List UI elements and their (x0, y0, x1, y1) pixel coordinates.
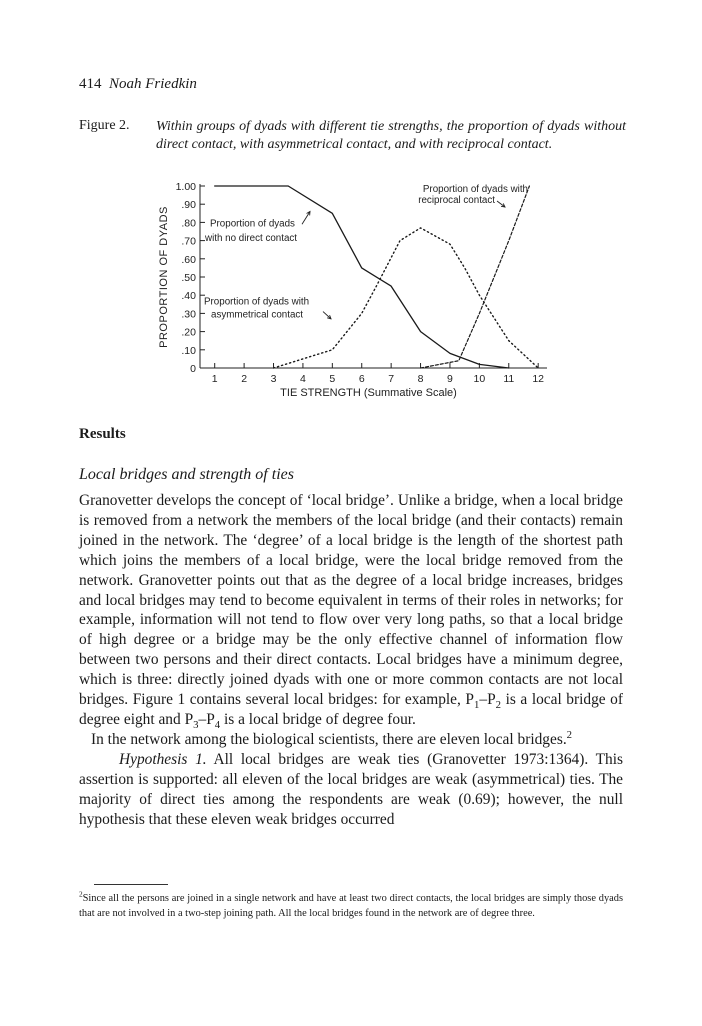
x-tick-label: 5 (329, 373, 336, 385)
tie-strength-chart (150, 172, 650, 402)
paragraph-hypothesis-1: Hypothesis 1. All local bridges are weak ties (Granovetter 1973:1364). This assertion is supported: all eleven of the local bridges are weak (asymmetrical) ties. The majority of direct ties among the respondents are weak (0.69); however, the null hypothesis that these eleven weak bridges occurred (79, 750, 623, 828)
page-number: 414 (79, 76, 102, 92)
y-tick-label: .50 (181, 272, 196, 284)
x-tick-label: 9 (447, 373, 453, 385)
y-tick-label: .90 (181, 199, 196, 212)
y-tick-label: .20 (181, 326, 196, 339)
footnote-rule (94, 884, 168, 885)
arrow-no-contact (302, 211, 310, 224)
figure-caption: Within groups of dyads with different tie strengths, the proportion of dyads without direct contact, with asymmetrical contact, and with reciprocal contact. (156, 119, 626, 152)
series-line-3 (421, 186, 530, 368)
y-tick-label: .80 (181, 217, 196, 230)
x-tick-label: 7 (388, 373, 395, 385)
annotation-asym-2: asymmetrical contact (211, 309, 304, 321)
chart-series (215, 186, 539, 368)
annotation-asym-1: Proportion of dyads with (204, 296, 310, 308)
x-axis-label: TIE STRENGTH (Summative Scale) (280, 387, 457, 399)
x-tick-label: 10 (473, 373, 486, 385)
x-tick-label: 11 (503, 373, 515, 385)
x-tick-label: 1 (211, 373, 218, 385)
series-line-1 (215, 186, 509, 368)
section-subheading: Local bridges and strength of ties (79, 466, 294, 483)
annotation-recip-2: reciprocal contact (418, 195, 495, 206)
running-head (79, 76, 197, 93)
y-tick-label: .70 (181, 235, 196, 248)
annotation-recip-1: Proportion of dyads with (422, 184, 528, 195)
chart-annotations (204, 184, 528, 320)
paragraph-eleven-bridges: In the network among the biological scientists, there are eleven local bridges.$^2$ (91, 728, 573, 748)
x-tick-label: 3 (270, 373, 277, 385)
figure-label: Figure 2. (79, 118, 130, 133)
paragraph-local-bridge: Granovetter develops the concept of ‘local bridge’. Unlike a bridge, when a local bridge is removed from a network the members of the local bridge (and their contacts) remain joined in the network. The ‘degree’ of a local bridge is the length of the shortest path which joins the members of a local bridge, were the local bridge removed from the network. Granovetter points out that as the degree of a local bridge increases, bridges and local bridges may tend to become equivalent in terms of their roles in networks; for example, information will not tend to flow over very long paths, so that a local bridge of high degree or a bridge may be the only effective channel of information flow between two persons and their direct contacts. Local bridges have a minimum degree, which is three: directly joined dyads with one or more common contacts are not local bridges. Figure 1 contains several local bridges: for example, $P_1-P_2$ is a local bridge of degree eight and $P_3-P_4$ is a local bridge of degree four. (79, 492, 624, 732)
body-text (79, 491, 623, 829)
y-ticks (176, 181, 205, 375)
footnote: $^2$Since all the persons are joined in a single network and have at least two direct contacts, the local bridges are simply those dyads that are not involved in a two-step joining path. All the local bridges found in the network are of degree three. (79, 890, 623, 919)
y-tick-label: .40 (181, 290, 196, 303)
results-heading: Results (79, 426, 126, 442)
x-tick-label: 6 (358, 373, 365, 385)
series-line-2 (274, 228, 539, 368)
y-tick-label: .10 (181, 344, 196, 357)
annotation-no-contact-2: with no direct contact (205, 232, 298, 244)
chart-axes (158, 184, 547, 399)
y-tick-label: 1.00 (175, 181, 196, 193)
x-tick-label: 2 (241, 373, 248, 385)
x-tick-label: 8 (417, 373, 424, 385)
running-head-author: Noah Friedkin (109, 76, 197, 92)
y-axis-label: PROPORTION OF DYADS (158, 206, 170, 348)
x-tick-label: 12 (532, 373, 545, 385)
x-tick-label: 4 (300, 373, 306, 385)
y-tick-label: .60 (181, 253, 196, 266)
annotation-no-contact-1: Proportion of dyads (210, 218, 295, 230)
y-tick-label: .30 (181, 308, 196, 321)
y-tick-label: 0 (190, 363, 196, 375)
